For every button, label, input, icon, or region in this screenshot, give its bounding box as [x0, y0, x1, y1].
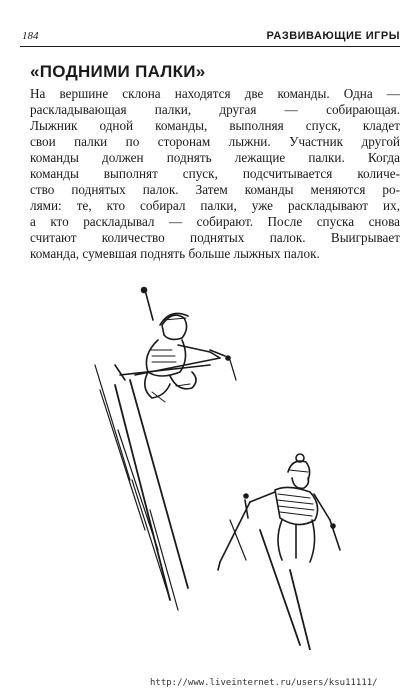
body-line: ство поднятых палок. Затем команды меняются ро-	[30, 182, 400, 197]
skier-standing	[218, 454, 340, 650]
body-line: лями: те, кто собирал палки, уже раскладывают их,	[30, 198, 400, 213]
body-line: команды должен поднять лежащие палки. Когда	[30, 150, 400, 165]
body-line: На вершине склона находятся две команды. Одна —	[30, 86, 400, 101]
body-line: а кто раскладывал — собирают. После спуска снова	[30, 214, 400, 229]
watermark-url: http://www.liveinternet.ru/users/ksu11111/	[150, 678, 378, 688]
body-line: команды выполнят спуск, подсчитывается количе-	[30, 166, 400, 181]
page-header	[20, 30, 400, 47]
slope-lines	[95, 365, 246, 610]
body-line: считают количество поднятых палок. Выигрывает	[30, 230, 400, 245]
body-line: Лыжник одной команды, выполняя спуск, кладет	[30, 118, 400, 133]
running-head: РАЗВИВАЮЩИЕ ИГРЫ	[266, 30, 400, 42]
skier-crouching	[115, 288, 225, 601]
body-line: свои палки по сторонам лыжни. Участник другой	[30, 134, 400, 149]
body-line: команда, сумевшая поднять больше лыжных палок.	[30, 246, 320, 261]
body-line: раскладывающая палки, другая — собирающая.	[30, 102, 400, 117]
skiers-illustration	[60, 280, 350, 650]
page-number: 184	[22, 30, 39, 42]
article-body	[30, 86, 400, 262]
article-title: «ПОДНИМИ ПАЛКИ»	[30, 62, 206, 81]
